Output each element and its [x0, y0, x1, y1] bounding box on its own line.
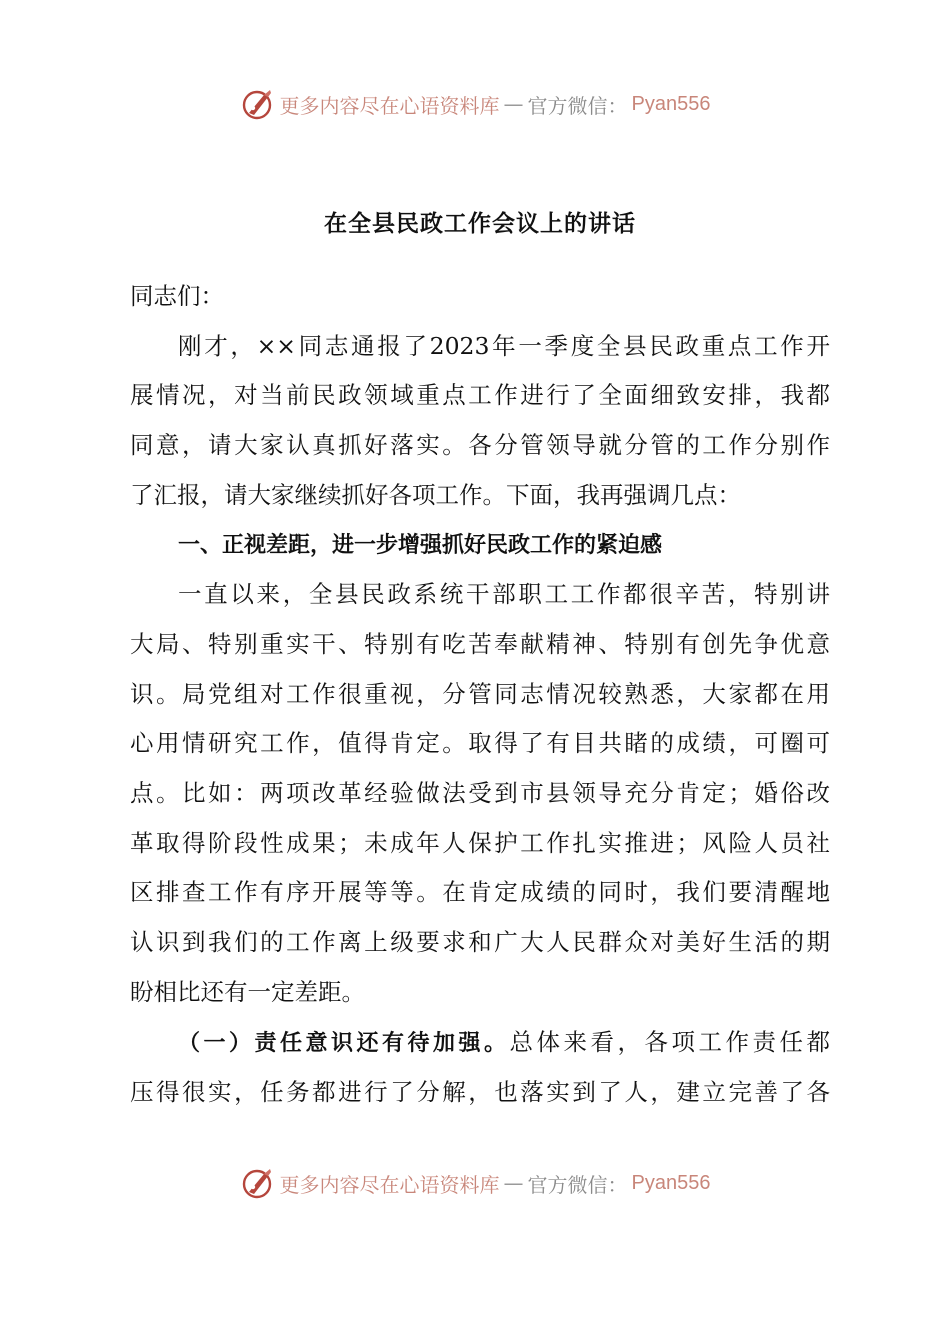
- text-line: 区排查工作有序开展等等。在肯定成绩的同时，我们要清醒地: [130, 878, 830, 907]
- paragraph-intro: [130, 322, 830, 521]
- text-line: 识。局党组对工作很重视，分管同志情况较熟悉，大家都在用: [130, 679, 830, 708]
- text-line: 认识到我们的工作离上级要求和广大人民群众对美好生活的期: [130, 928, 830, 957]
- watermark-separator: —: [503, 1171, 524, 1195]
- text-line: 了汇报，请大家继续抓好各项工作。下面，我再强调几点：: [130, 480, 741, 509]
- watermark-wechat-id: Pyan556: [631, 92, 711, 115]
- text-line: 革取得阶段性成果；未成年人保护工作扎实推进；风险人员社: [130, 828, 830, 857]
- document-body: [130, 200, 830, 1118]
- text-line: 大局、特别重实干、特别有吃苦奉献精神、特别有创先争优意: [130, 629, 830, 658]
- document-title: 在全县民政工作会议上的讲话: [324, 211, 636, 237]
- subsection-heading-1: （一）责任意识还有待加强。: [178, 1030, 510, 1056]
- watermark-separator: —: [503, 92, 524, 116]
- watermark-wechat-id: Pyan556: [631, 1171, 711, 1194]
- paragraph-responsibility: [130, 1018, 830, 1118]
- text-line: 盼相比还有一定差距。: [130, 977, 365, 1006]
- text-line: 刚才，××同志通报了2023年一季度全县民政重点工作开: [178, 331, 830, 360]
- text-line: 点。比如：两项改革经验做法受到市县领导充分肯定；婚俗改: [130, 779, 830, 808]
- watermark-banner-bottom: [0, 1163, 950, 1203]
- text-line: [130, 1018, 830, 1069]
- watermark-sub-text: 官方微信：: [527, 93, 628, 118]
- watermark-main-text: 更多内容尽在心语资料库: [279, 1172, 500, 1197]
- pen-circle-logo-icon: [240, 86, 276, 122]
- watermark-main-text: 更多内容尽在心语资料库: [279, 93, 500, 118]
- text-line: 同意，请大家认真抓好落实。各分管领导就分管的工作分别作: [130, 431, 830, 460]
- text-line: 展情况，对当前民政领域重点工作进行了全面细致安排，我都: [130, 381, 830, 410]
- section-heading-1: 一、正视差距，进一步增强抓好民政工作的紧迫感: [178, 532, 663, 558]
- watermark-sub-text: 官方微信：: [527, 1172, 628, 1197]
- subsection-text: 总体来看，各项工作责任都: [509, 1027, 830, 1056]
- paragraph-achievements: [130, 570, 830, 1017]
- text-line: 心用情研究工作，值得肯定。取得了有目共睹的成绩，可圈可: [130, 729, 830, 758]
- text-line: 一直以来，全县民政系统干部职工工作都很辛苦，特别讲: [178, 580, 830, 609]
- text-line: 压得很实，任务都进行了分解，也落实到了人，建立完善了各: [130, 1078, 830, 1107]
- salutation: 同志们：: [130, 282, 224, 310]
- watermark-banner-top: [0, 84, 950, 124]
- pen-circle-logo-icon: [240, 1165, 276, 1201]
